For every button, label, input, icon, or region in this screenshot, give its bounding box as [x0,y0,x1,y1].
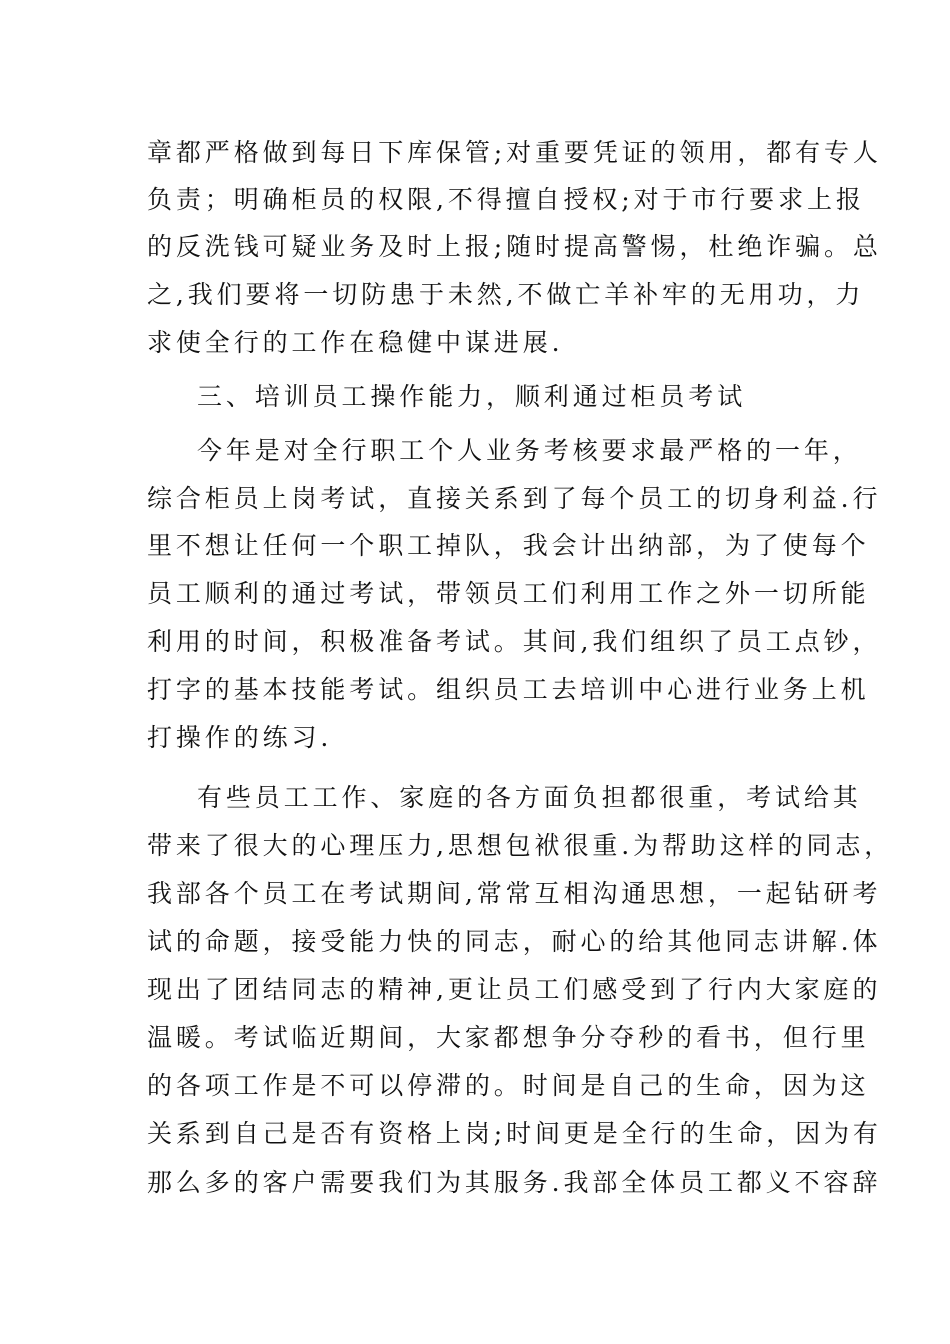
text-line: 现出了团结同志的精神,更让员工们感受到了行内大家庭的 [147,975,882,1004]
text-line: 那么多的客户需要我们为其服务.我部全体员工都义不容辞 [147,1168,882,1197]
text-line: 打字的基本技能考试。组织员工去培训中心进行业务上机 [147,675,870,704]
text-line: 求使全行的工作在稳健中谋进展. [147,328,564,357]
text-line: 里不想让任何一个职工掉队，我会计出纳部，为了使每个 [147,531,870,560]
text-line: 负责；明确柜员的权限,不得擅自授权;对于市行要求上报 [147,185,865,214]
text-line: 章都严格做到每日下库保管;对重要凭证的领用，都有专人 [147,138,882,167]
text-line: 的反洗钱可疑业务及时上报;随时提高警惕，杜绝诈骗。总 [147,232,882,261]
text-line: 试的命题，接受能力快的同志，耐心的给其他同志讲解.体 [147,927,882,956]
text-line: 关系到自己是否有资格上岗;时间更是全行的生命，因为有 [147,1119,882,1148]
text-line: 利用的时间，积极准备考试。其间,我们组织了员工点钞， [147,627,882,656]
section-heading: 三、培训员工操作能力，顺利通过柜员考试 [197,382,747,411]
text-line: 有些员工工作、家庭的各方面负担都很重，考试给其 [197,783,862,812]
text-line: 打操作的练习. [147,723,333,752]
text-line: 员工顺利的通过考试，带领员工们利用工作之外一切所能 [147,579,870,608]
text-line: 综合柜员上岗考试，直接关系到了每个员工的切身利益.行 [147,484,882,513]
text-line: 温暖。考试临近期间，大家都想争分夺秒的看书，但行里 [147,1023,870,1052]
text-line: 的各项工作是不可以停滞的。时间是自己的生命，因为这 [147,1071,870,1100]
text-line: 之,我们要将一切防患于未然,不做亡羊补牢的无用功，力 [147,280,865,309]
text-line: 我部各个员工在考试期间,常常互相沟通思想，一起钻研考 [147,879,882,908]
text-line: 带来了很大的心理压力,思想包袱很重.为帮助这样的同志， [147,831,894,860]
text-line: 今年是对全行职工个人业务考核要求最严格的一年， [197,436,862,465]
